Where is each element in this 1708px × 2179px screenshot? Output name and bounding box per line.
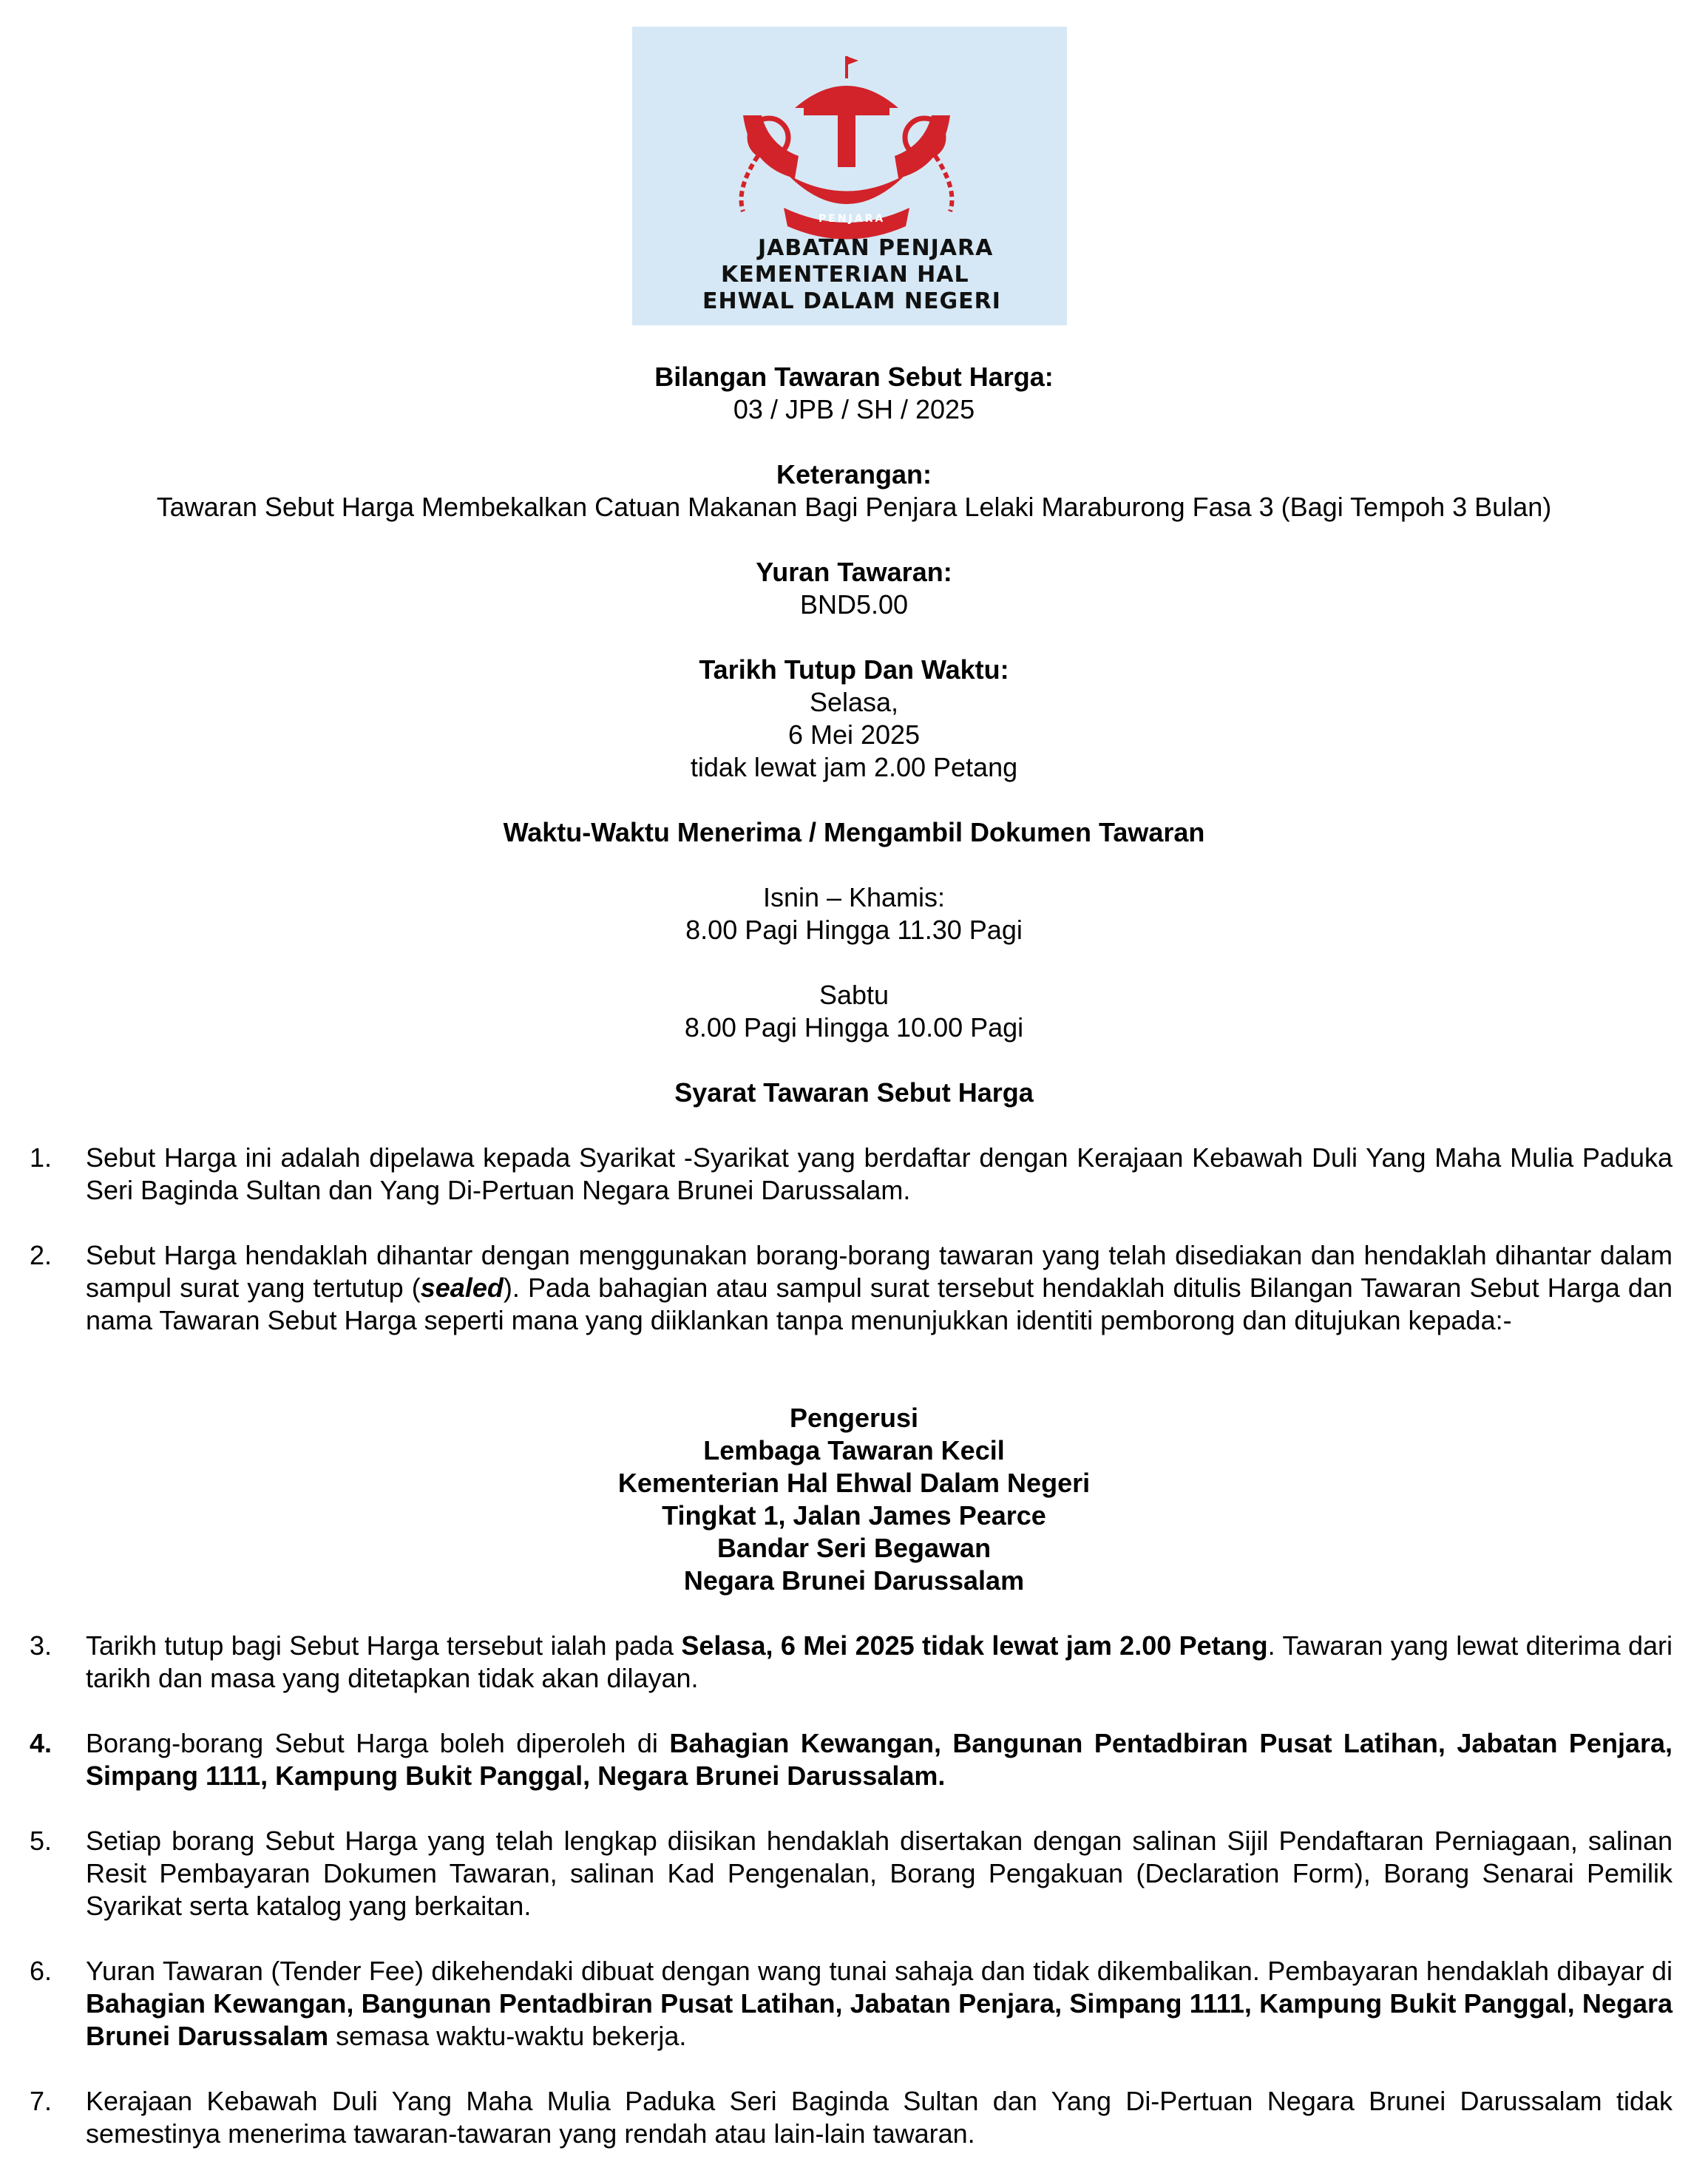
weekday-label: Isnin – Khamis: — [762, 882, 946, 912]
logo-line-2: KEMENTERIAN HAL — [721, 262, 969, 288]
saturday-label: Sabtu — [819, 980, 889, 1010]
condition-text — [86, 1239, 1673, 1337]
condition-text-part: Tarikh tutup bagi Sebut Harga tersebut ialah pada — [86, 1630, 682, 1661]
keterangan-label: Keterangan: — [776, 459, 932, 489]
address-line-5: Bandar Seri Begawan — [716, 1533, 992, 1563]
tarikh-time: tidak lewat jam 2.00 Petang — [690, 752, 1018, 782]
logo-line-1: JABATAN PENJARA — [758, 235, 994, 261]
condition-4 — [30, 1727, 1673, 1792]
condition-number: 7. — [30, 2086, 52, 2116]
condition-text — [86, 1955, 1673, 2053]
condition-7 — [30, 2085, 1673, 2150]
payment-location-emphasis: Bahagian Kewangan, Bangunan Pentadbiran Pusat Latihan, Jabatan Penjara, Simpang 1111, Kampung Bukit Panggal, Negara Brunei Darussalam — [86, 1988, 1673, 2051]
condition-6 — [30, 1955, 1673, 2053]
condition-number: 2. — [30, 1240, 52, 1270]
condition-text-part: ). Pada bahagian atau sampul surat tersebut hendaklah ditulis Bilangan Tawaran Sebut Harga dan nama Tawaran Sebut Harga seperti mana yang diiklankan tanpa menunjukkan identiti pemborong dan ditujukan kepada:- — [86, 1273, 1673, 1335]
bilangan-value: 03 / JPB / SH / 2025 — [733, 394, 975, 424]
syarat-heading: Syarat Tawaran Sebut Harga — [674, 1077, 1034, 1108]
condition-text: Setiap borang Sebut Harga yang telah lengkap diisikan hendaklah disertakan dengan salinan Sijil Pendaftaran Perniagaan, salinan Resit Pembayaran Dokumen Tawaran, salinan Kad Pengenalan, Borang Pengakuan (Declaration Form), Borang Senarai Pemilik Syarikat serta katalog yang berkaitan. — [86, 1826, 1673, 1921]
location-emphasis: Bahagian Kewangan, Bangunan Pentadbiran Pusat Latihan, Jabatan Penjara, Simpang 1111, Kampung Bukit Panggal, Negara Brunei Darussalam. — [86, 1728, 1673, 1791]
yuran-value: BND5.00 — [799, 589, 909, 620]
weekday-hours: 8.00 Pagi Hingga 11.30 Pagi — [685, 915, 1023, 945]
address-line-2: Lembaga Tawaran Kecil — [703, 1435, 1005, 1465]
condition-2 — [30, 1239, 1673, 1369]
condition-3 — [30, 1630, 1673, 1695]
closing-date-emphasis: Selasa, 6 Mei 2025 tidak lewat jam 2.00 Petang — [681, 1630, 1268, 1661]
address-line-6: Negara Brunei Darussalam — [683, 1565, 1025, 1596]
condition-text-part: Yuran Tawaran (Tender Fee) dikehendaki dibuat dengan wang tunai sahaja dan tidak dikembalikan. Pembayaran hendaklah dibayar di — [86, 1956, 1673, 1986]
tarikh-date: 6 Mei 2025 — [787, 719, 921, 750]
logo-line-3: EHWAL DALAM NEGERI — [702, 288, 1001, 314]
condition-text-part: . Tawaran yang lewat diterima dari tarikh dan masa yang ditetapkan tidak akan dilayan. — [86, 1630, 1673, 1693]
condition-number: 4. — [30, 1728, 52, 1758]
tarikh-day: Selasa, — [809, 687, 899, 717]
condition-text-part: Sebut Harga hendaklah dihantar dengan menggunakan borang-borang tawaran yang telah disediakan dan hendaklah dihantar dalam sampul surat yang tertutup ( — [86, 1240, 1673, 1303]
condition-text: Kerajaan Kebawah Duli Yang Maha Mulia Paduka Seri Baginda Sultan dan Yang Di-Pertuan Negara Brunei Darussalam tidak semestinya menerima tawaran-tawaran yang rendah atau lain-lain tawaran. — [86, 2086, 1673, 2149]
condition-text — [86, 1727, 1673, 1792]
address-line-4: Tingkat 1, Jalan James Pearce — [662, 1500, 1046, 1531]
keterangan-value: Tawaran Sebut Harga Membekalkan Catuan Makanan Bagi Penjara Lelaki Maraburong Fasa 3 (Bagi Tempoh 3 Bulan) — [156, 492, 1552, 522]
logo-banner-text: PENJARA — [819, 213, 886, 225]
yuran-label: Yuran Tawaran: — [756, 557, 952, 587]
condition-text — [86, 1630, 1673, 1695]
sealed-emphasis: sealed — [420, 1273, 504, 1303]
condition-number: 1. — [30, 1142, 52, 1173]
condition-5 — [30, 1825, 1673, 1922]
condition-text-part: Borang-borang Sebut Harga boleh diperoleh di — [86, 1728, 670, 1758]
condition-text: Sebut Harga ini adalah dipelawa kepada Syarikat -Syarikat yang berdaftar dengan Kerajaan Kebawah Duli Yang Maha Mulia Paduka Seri Baginda Sultan dan Yang Di-Pertuan Negara Brunei Darussalam. — [86, 1142, 1673, 1205]
saturday-hours: 8.00 Pagi Hingga 10.00 Pagi — [684, 1012, 1024, 1043]
condition-text-part: semasa waktu-waktu bekerja. — [328, 2021, 687, 2051]
address-line-3: Kementerian Hal Ehwal Dalam Negeri — [617, 1468, 1091, 1498]
bilangan-label: Bilangan Tawaran Sebut Harga: — [654, 362, 1054, 392]
condition-number: 3. — [30, 1630, 52, 1661]
waktu-label: Waktu-Waktu Menerima / Mengambil Dokumen Tawaran — [503, 817, 1205, 847]
tarikh-label: Tarikh Tutup Dan Waktu: — [699, 654, 1009, 685]
department-logo — [632, 27, 1067, 325]
condition-number: 6. — [30, 1956, 52, 1986]
condition-number: 5. — [30, 1826, 52, 1856]
condition-1 — [30, 1142, 1673, 1207]
address-line-1: Pengerusi — [789, 1403, 919, 1433]
